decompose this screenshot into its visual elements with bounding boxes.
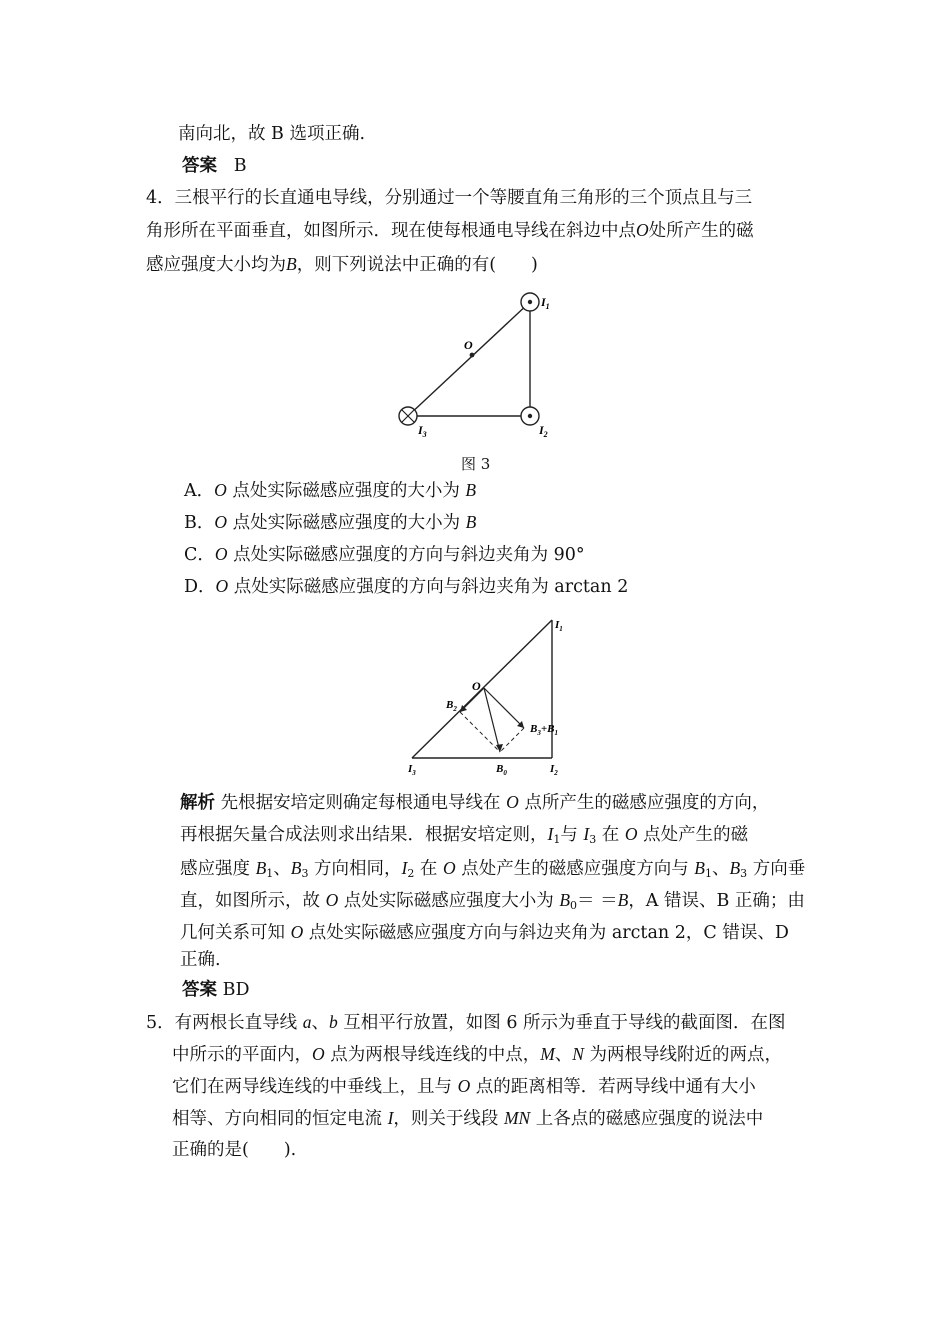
label-B3-plus-B1: $B_3+B_1$ [530, 723, 558, 737]
subscript: 1 [704, 867, 712, 880]
analysis-line2 [180, 822, 748, 852]
analysis-line6: 正确. [180, 950, 221, 970]
var-B: B [559, 890, 571, 910]
q5-number: 5． [146, 1013, 175, 1033]
prev-answer-text: 南向北，故 B 选项正确. [178, 124, 366, 144]
var-O: O [290, 922, 304, 942]
vector-B3-plus-B1 [484, 688, 524, 728]
answer-label: 答案 [182, 156, 217, 176]
var-I: I [387, 1108, 394, 1128]
var-B: B [290, 858, 302, 878]
q5-text: 它们在两导线连线的中垂线上，且与 [172, 1077, 458, 1097]
option-text: 点处实际磁感应强度的大小为 [227, 513, 466, 533]
q5-text: 中所示的平面内， [172, 1045, 312, 1065]
analysis-text: 、 [711, 859, 730, 879]
option-c [184, 542, 585, 567]
vector-B0 [484, 688, 500, 752]
q5-line4 [172, 1106, 763, 1131]
q4-text: 三根平行的长直通电导线，分别通过一个等腰直角三角形的三个顶点且与三 [174, 188, 753, 208]
option-text: 点处实际磁感应强度的方向与斜边夹角为 arctan 2 [228, 577, 629, 597]
q4-line2 [146, 218, 754, 243]
analysis-text: 感应强度 [180, 859, 256, 879]
option-prefix: A． [184, 481, 215, 501]
var-O: O [624, 824, 638, 844]
analysis-text: 再根据矢量合成法则求出结果．根据安培定则， [180, 825, 548, 845]
analysis-text: 点处产生的磁 [637, 825, 749, 845]
arrow-head [496, 744, 503, 752]
var-O: O [215, 576, 229, 596]
var-I: I [401, 858, 408, 878]
analysis-line5 [180, 920, 789, 945]
var-O: O [214, 480, 227, 500]
answer-label: 答案 [182, 980, 217, 1000]
label-O: O [472, 679, 481, 693]
midpoint-O [470, 353, 475, 358]
subscript: 1 [266, 867, 274, 880]
subscript: 1 [553, 833, 561, 846]
option-a [184, 478, 476, 503]
q5-text: 互相平行放置，如图 6 所示为垂直于导线的截面图．在图 [337, 1013, 786, 1033]
dashed-guide [500, 728, 524, 752]
q5-text: ，则关于线段 [393, 1109, 504, 1129]
var-O: O [506, 792, 519, 812]
var-B: B [465, 512, 477, 532]
analysis-text: ＝ ＝ [577, 891, 618, 911]
subscript: 3 [589, 833, 597, 846]
label-I3: $I_3$ [418, 423, 427, 439]
q4-answer [182, 978, 249, 1002]
option-prefix: B． [184, 513, 215, 533]
q5-line3 [172, 1074, 756, 1099]
subscript: 3 [301, 867, 309, 880]
analysis-text: 几何关系可知 [180, 923, 291, 943]
analysis-text: 点处实际磁感应强度大小为 [338, 891, 560, 911]
var-a: a [302, 1012, 312, 1032]
q4-number: 4． [146, 188, 175, 208]
var-O: O [457, 1076, 471, 1096]
label-O: O [464, 338, 473, 352]
q5-text: 上各点的磁感应强度的说法中 [530, 1109, 764, 1129]
option-text: 点处实际磁感应强度的大小为 [226, 481, 466, 501]
var-B: B [255, 858, 267, 878]
analysis-line1 [180, 790, 769, 815]
var-M: M [540, 1044, 555, 1064]
subscript: 0 [570, 899, 578, 912]
analysis-line3 [180, 856, 805, 886]
q5-text: 有两根长直导线 [174, 1013, 303, 1033]
var-B: B [465, 480, 477, 500]
q4-text: 感应强度大小均为 [146, 255, 286, 275]
analysis-text: 在 [414, 859, 443, 879]
var-B: B [617, 890, 629, 910]
label-B0: $B_0$ [496, 763, 507, 777]
analysis-text: 点所产生的磁感应强度的方向， [518, 793, 770, 813]
analysis-text: 点处产生的磁感应强度方向与 [455, 859, 695, 879]
analysis-text: 先根据安培定则确定每根通电导线在 [215, 793, 507, 813]
q5-text: 为两根导线附近的两点， [583, 1045, 783, 1065]
figure-3-triangle [390, 288, 570, 448]
label-I1: $I_1$ [541, 295, 550, 311]
answer-value: BD [222, 980, 250, 1000]
figure-caption: 图 3 [461, 455, 491, 473]
label-I3: $I_3$ [408, 763, 416, 777]
analysis-text: ，A 错误、B 正确；由 [628, 891, 805, 911]
var-O: O [312, 1044, 325, 1064]
q5-text: 、 [554, 1045, 573, 1065]
var-O: O [214, 544, 228, 564]
label-I1: $I_1$ [555, 619, 563, 633]
analysis-line4 [180, 888, 805, 918]
q5-line2 [172, 1042, 782, 1067]
label-I2: $I_2$ [550, 763, 558, 777]
q4-text: 处所产生的磁 [648, 221, 754, 241]
q4-text: 角形所在平面垂直，如图所示．现在使每根通电导线在斜边中点 [146, 221, 636, 241]
wire-I2-dot [528, 414, 532, 418]
analysis-text: 直，如图所示，故 [180, 891, 326, 911]
var-MN: MN [503, 1108, 531, 1128]
hypotenuse [412, 620, 552, 758]
var-O: O [325, 890, 339, 910]
analysis-text: 与 [560, 825, 584, 845]
analysis-text: 、 [273, 859, 291, 879]
var-O: O [443, 858, 456, 878]
var-O: O [636, 220, 649, 240]
q4-line3 [146, 252, 538, 277]
var-B: B [286, 254, 297, 274]
var-b: b [328, 1012, 338, 1032]
var-B: B [694, 858, 705, 878]
q5-text: 、 [311, 1013, 329, 1033]
option-text: 点处实际磁感应强度的方向与斜边夹角为 90° [227, 545, 585, 565]
option-prefix: C． [184, 545, 215, 565]
label-B2: $B_2$ [446, 699, 457, 713]
analysis-text: 方向相同， [308, 859, 402, 879]
answer-value: B [233, 156, 247, 176]
hypotenuse [408, 302, 530, 416]
var-B: B [729, 858, 741, 878]
option-b [184, 510, 476, 535]
wire-I1-dot [528, 300, 532, 304]
q5-text: 点的距离相等．若两导线中通有大小 [470, 1077, 756, 1097]
prev-answer [182, 154, 247, 178]
subscript: 3 [740, 867, 748, 880]
q4-text: ，则下列说法中正确的有( ) [296, 255, 538, 275]
label-I2: $I_2$ [539, 423, 548, 439]
analysis-text: 方向垂 [747, 859, 806, 879]
q5-text: 点为两根导线连线的中点， [324, 1045, 541, 1065]
option-prefix: D． [184, 577, 216, 597]
option-d [184, 574, 628, 599]
var-O: O [214, 512, 228, 532]
analysis-text: 在 [596, 825, 625, 845]
figure-vector-diagram [400, 612, 590, 782]
analysis-label: 解析 [180, 793, 215, 813]
q5-line5: 正确的是( ). [172, 1140, 297, 1160]
subscript: 2 [407, 867, 415, 880]
var-N: N [572, 1044, 584, 1064]
var-I: I [583, 824, 590, 844]
q5-line1 [146, 1010, 786, 1035]
dashed-guide [460, 712, 500, 752]
analysis-text: 点处实际磁感应强度方向与斜边夹角为 arctan 2，C 错误、D [303, 923, 789, 943]
var-I: I [547, 824, 554, 844]
q4-line1 [146, 186, 752, 210]
q5-text: 相等、方向相同的恒定电流 [172, 1109, 388, 1129]
